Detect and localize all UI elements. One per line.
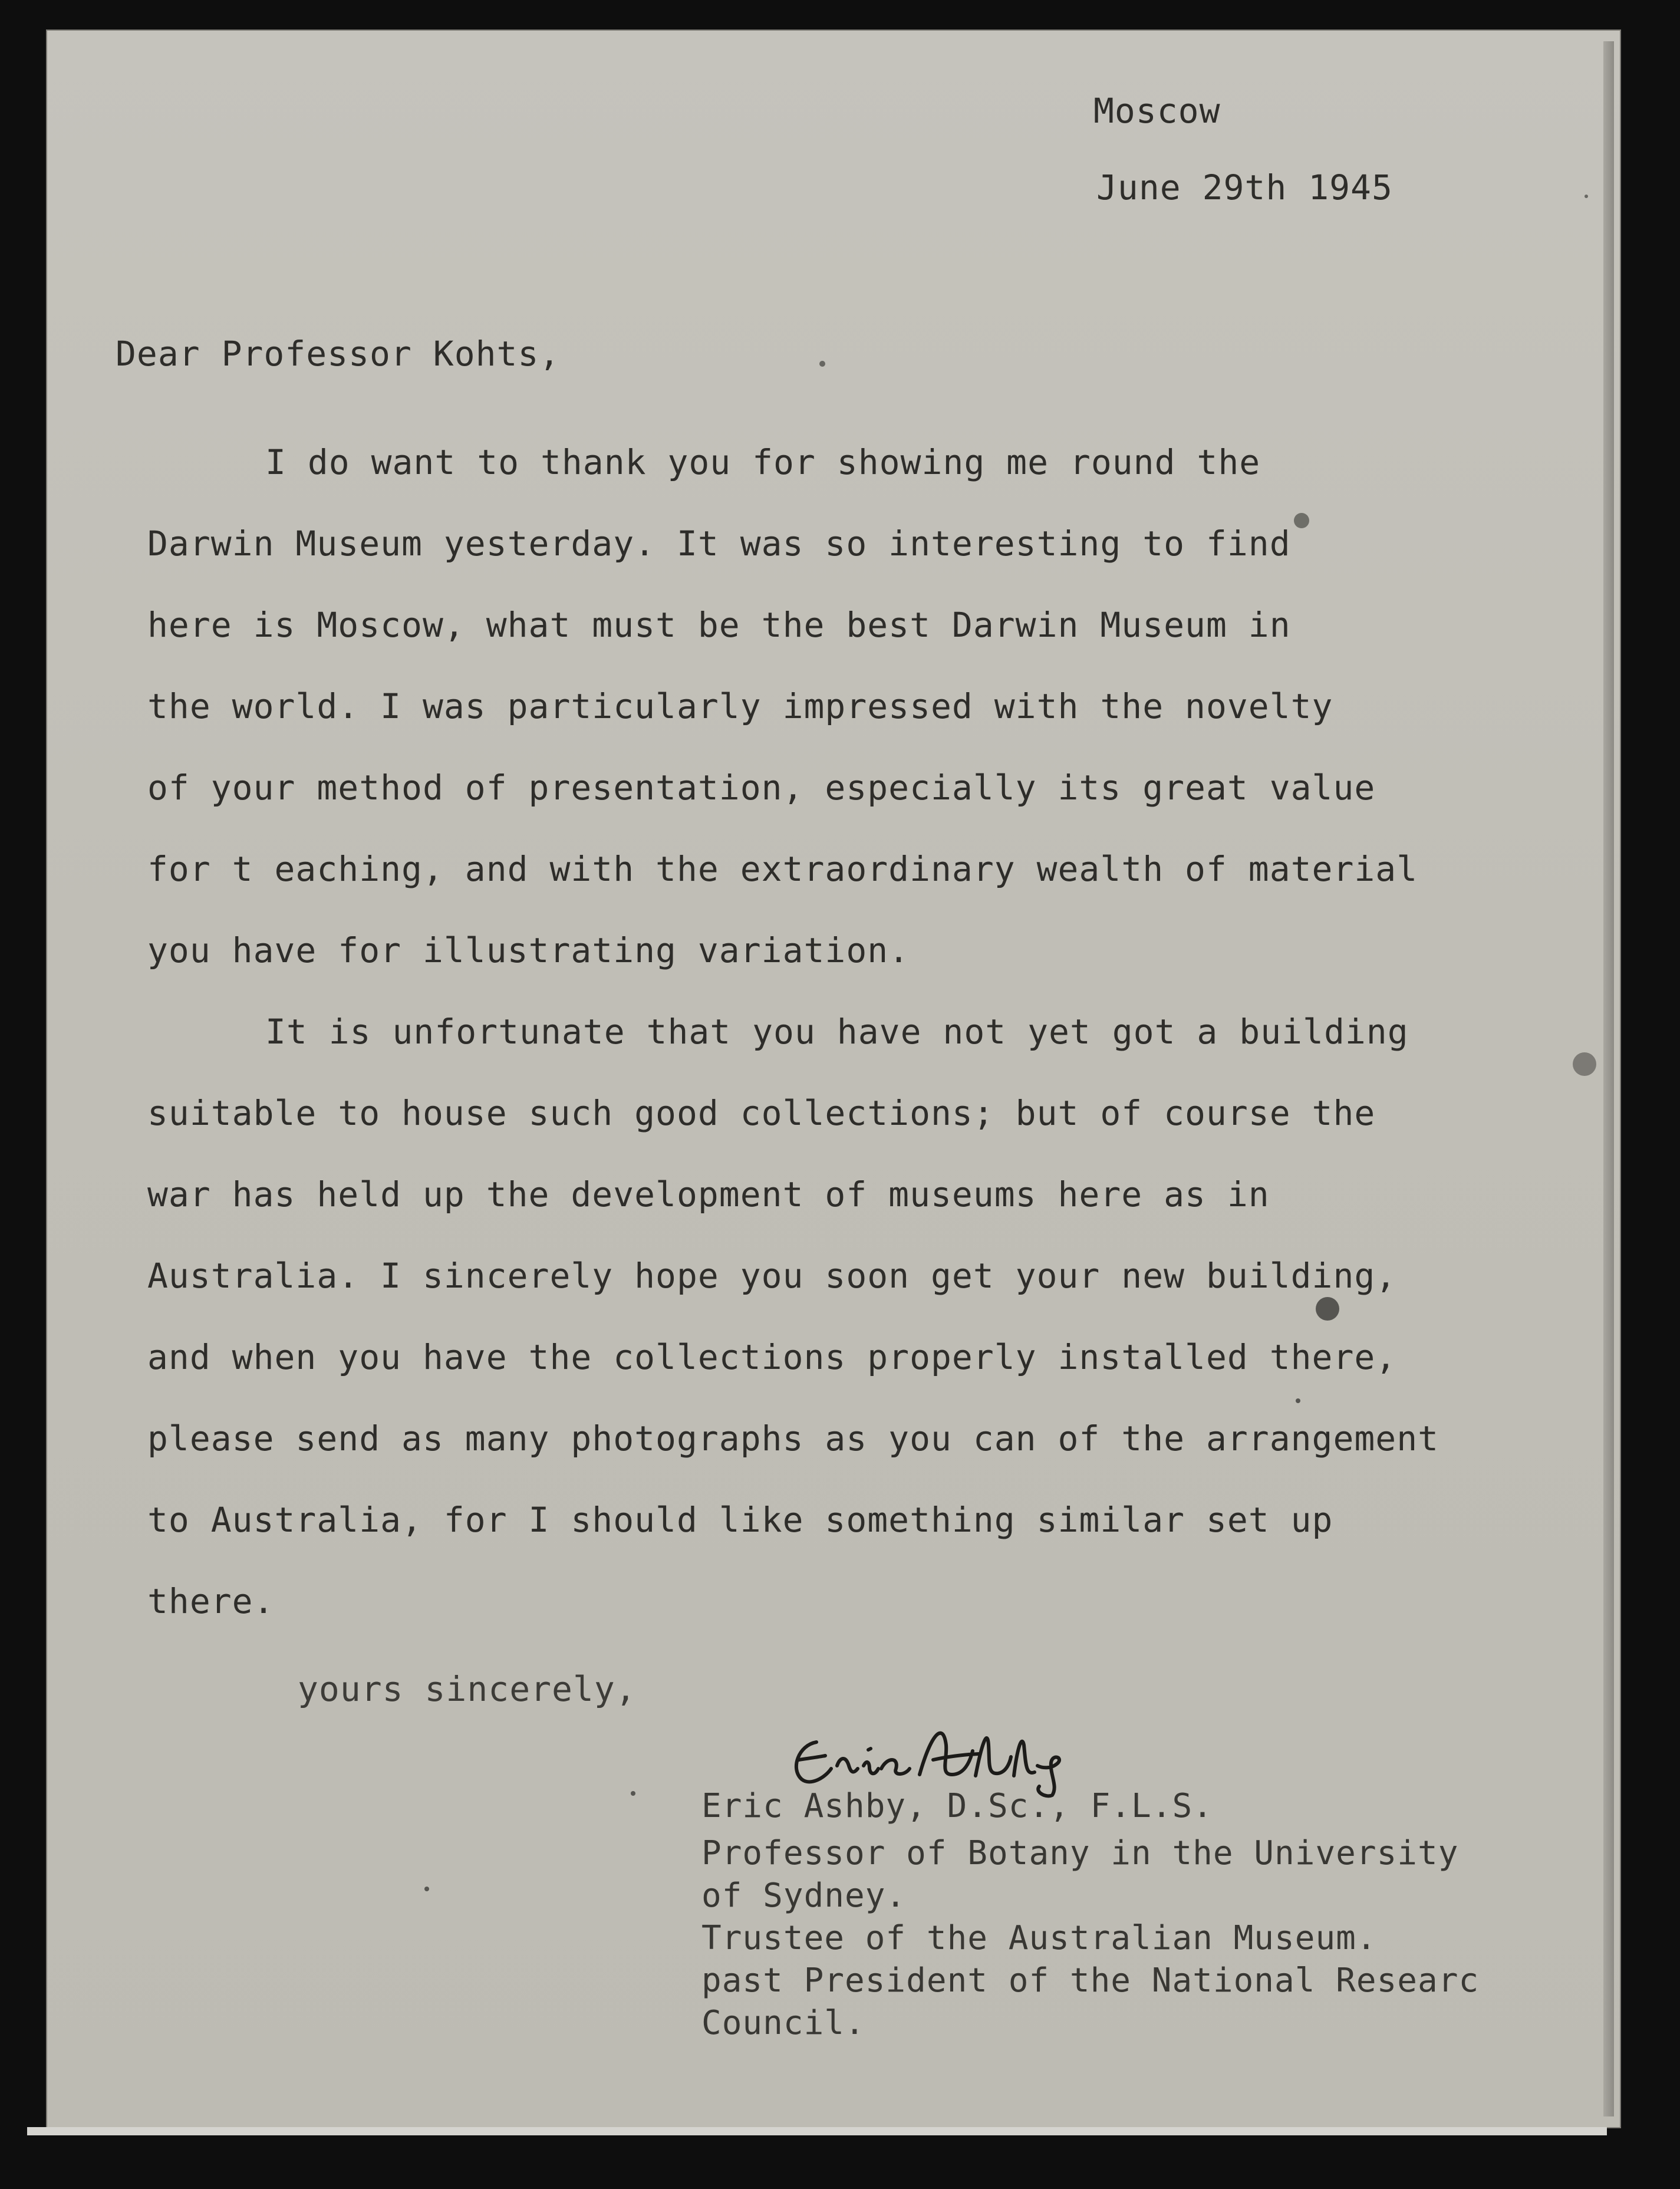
- signatory-title: Council.: [701, 2004, 865, 2042]
- body-line: of your method of presentation, especially its great value: [147, 768, 1376, 808]
- body-line: the world. I was particularly impressed with the novelty: [147, 686, 1333, 726]
- body-line: here is Moscow, what must be the best Darwin Museum in: [147, 605, 1291, 645]
- letter-city: Moscow: [1093, 91, 1221, 131]
- body-line: suitable to house such good collections; but of course the: [147, 1093, 1376, 1133]
- paper-bottom-edge: [27, 2127, 1607, 2135]
- ink-speck: [424, 1887, 429, 1891]
- signatory-title: past President of the National Researc: [701, 1961, 1480, 2000]
- body-line: to Australia, for I should like something similar set up: [147, 1500, 1333, 1540]
- ink-speck: [1294, 513, 1309, 528]
- signatory-block: [701, 1785, 1479, 2045]
- body-line: for t eaching, and with the extraordinary wealth of material: [147, 849, 1418, 889]
- closing: yours sincerely,: [298, 1669, 637, 1709]
- ink-speck: [1316, 1297, 1339, 1321]
- body-line: and when you have the collections properly installed there,: [147, 1337, 1397, 1377]
- ink-speck: [1585, 195, 1588, 198]
- body-line: I do want to thank you for showing me round the: [265, 442, 1261, 482]
- body-line: please send as many photographs as you can of the arrangement: [147, 1418, 1439, 1459]
- body-line: there.: [147, 1581, 275, 1621]
- signatory-title: of Sydney.: [701, 1877, 907, 1915]
- body-line: It is unfortunate that you have not yet got a building: [265, 1012, 1409, 1052]
- signatory-title: Trustee of the Australian Museum.: [701, 1919, 1377, 1957]
- letter-date: June 29th 1945: [1096, 167, 1393, 208]
- paper-edge: [1603, 41, 1614, 2116]
- signatory-name: Eric Ashby, D.Sc., F.L.S.: [701, 1787, 1213, 1825]
- body-line: Darwin Museum yesterday. It was so interesting to find: [147, 524, 1291, 564]
- letter-body: [147, 422, 1439, 1642]
- body-line: Australia. I sincerely hope you soon get your new building,: [147, 1256, 1397, 1296]
- salutation: Dear Professor Kohts,: [116, 334, 561, 374]
- signatory-title: Professor of Botany in the University: [701, 1834, 1459, 1872]
- ink-speck: [1573, 1052, 1596, 1076]
- ink-speck: [1296, 1398, 1300, 1403]
- body-line: war has held up the development of museums here as in: [147, 1174, 1270, 1214]
- body-line: you have for illustrating variation.: [147, 930, 910, 970]
- ink-speck: [631, 1791, 635, 1796]
- ink-speck: [819, 361, 825, 367]
